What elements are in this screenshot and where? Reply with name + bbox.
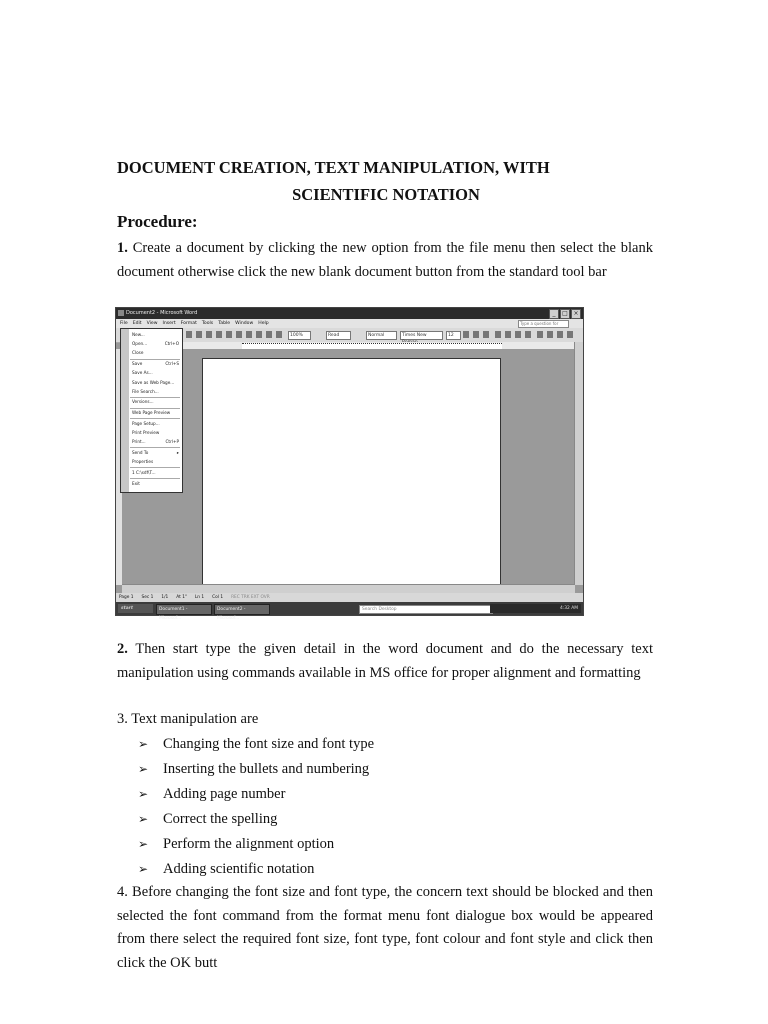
start-button: start (118, 604, 153, 613)
bold-icon (463, 331, 469, 338)
horizontal-scrollbar (122, 584, 575, 593)
file-menu-item: Close (132, 350, 144, 356)
file-menu-item: Save As... (132, 370, 153, 376)
menu-window: Window (235, 321, 254, 326)
list-item: ➢ Adding page number (138, 782, 374, 807)
window-title: Document2 - Microsoft Word (126, 310, 198, 316)
file-menu-item: Print... Ctrl+P (132, 439, 179, 445)
size-box: 12 (446, 331, 461, 340)
status-item: Col 1 (212, 595, 224, 600)
menu-format: Format (180, 321, 197, 326)
menu-help: Help (258, 321, 269, 326)
heading-line-2: SCIENTIFIC NOTATION (292, 185, 480, 204)
minimize-icon: _ (549, 309, 559, 319)
style-box: Normal (366, 331, 397, 340)
undo-icon (276, 331, 282, 338)
file-menu-item: Save Ctrl+S (132, 361, 179, 367)
save-icon (206, 331, 212, 338)
step-1-number: 1. (117, 240, 128, 256)
arrow-bullet-icon: ➢ (138, 737, 149, 751)
close-icon: × (571, 309, 581, 319)
font-color-icon (567, 331, 573, 338)
font-box: Times New (400, 331, 443, 340)
window-controls (549, 309, 581, 319)
highlight-icon (557, 331, 563, 338)
desktop-search: Search Desktop (359, 605, 493, 614)
step-1-text: Create a document by clicking the new option from the file menu then select the blank document otherwise click the new blank document button from the standard tool bar (117, 240, 653, 280)
file-menu-item: Print Preview (132, 430, 160, 435)
menu-edit: Edit (132, 321, 142, 326)
file-menu-item: Exit (132, 480, 140, 486)
status-item: 1/1 (161, 595, 169, 600)
arrow-bullet-icon: ➢ (138, 787, 149, 801)
print-icon (216, 331, 222, 338)
align-center-icon (505, 331, 511, 338)
status-bar (116, 593, 583, 602)
blank-document-page (202, 358, 501, 590)
step-1-paragraph (117, 237, 653, 284)
underline-icon (483, 331, 489, 338)
system-tray-clock: 4:32 AM (490, 604, 581, 613)
step-3-intro: 3. Text manipulation are (117, 711, 259, 727)
arrow-bullet-icon: ➢ (138, 812, 149, 826)
justify-icon (525, 331, 531, 338)
taskbar (116, 602, 583, 621)
menu-table: Table (218, 321, 231, 326)
read-button: Read (326, 331, 351, 340)
step-4-paragraph: 4. Before changing the font size and font type, the concern text should be blocked and then selected the font command from the format menu font dialogue box would be appeared from there select the required font size, font type, font colour and font style and click then click the OK butt (117, 884, 653, 971)
arrow-bullet-icon: ➢ (138, 837, 149, 851)
open-icon (196, 331, 202, 338)
numbering-icon (537, 331, 543, 338)
paste-icon (266, 331, 272, 338)
list-item: ➢ Changing the font size and font type (138, 732, 374, 757)
status-item: Page 1 (119, 595, 134, 600)
status-item: Ln 1 (194, 595, 205, 600)
menu-insert: Insert (162, 321, 176, 326)
step-2-number: 2. (117, 641, 128, 657)
status-modes: REC TRK EXT OVR (231, 595, 270, 600)
bullets-icon (547, 331, 553, 338)
heading-line-1: DOCUMENT CREATION, TEXT MANIPULATION, WITH (117, 158, 550, 177)
italic-icon (473, 331, 479, 338)
file-menu-item: 1 C:\sdf\T... (132, 469, 156, 475)
file-menu-item: File Search... (132, 388, 159, 394)
arrow-bullet-icon: ➢ (138, 862, 149, 876)
procedure-heading: Procedure: (117, 212, 198, 231)
help-search-box: Type a question for (518, 320, 569, 328)
file-menu-item: New... (132, 332, 145, 337)
word-app-icon (118, 310, 124, 316)
cut-icon (246, 331, 252, 338)
zoom-box: 100% (288, 331, 311, 340)
file-menu-item: Page Setup... (132, 420, 160, 426)
vertical-scrollbar (574, 342, 583, 585)
status-item: At 1" (176, 595, 187, 600)
file-menu-item: Open... Ctrl+O (132, 341, 179, 347)
menu-file: File (120, 321, 128, 326)
file-menu-item: Versions... (132, 399, 154, 405)
menu-tools: Tools (201, 321, 214, 326)
manipulation-list (138, 732, 374, 882)
task-document2: Document2 - Microsof... (214, 604, 270, 615)
preview-icon (226, 331, 232, 338)
list-item: ➢ Inserting the bullets and numbering (138, 757, 374, 782)
list-item: ➢ Correct the spelling (138, 807, 374, 832)
step-2-paragraph (117, 638, 653, 685)
align-left-icon (495, 331, 501, 338)
horizontal-ruler (122, 342, 577, 350)
arrow-bullet-icon: ➢ (138, 762, 149, 776)
menu-bar (116, 319, 583, 328)
file-menu-item: Properties (132, 459, 154, 465)
file-menu-dropdown (120, 328, 183, 493)
word-screenshot (115, 307, 584, 621)
maximize-icon: □ (560, 309, 570, 319)
align-right-icon (515, 331, 521, 338)
standard-toolbar (116, 328, 583, 343)
file-menu-item: Save as Web Page... (132, 379, 175, 385)
new-icon (186, 331, 192, 338)
file-menu-item: Send To ▸ (132, 449, 179, 455)
status-item: Sec 1 (141, 595, 154, 600)
step-2-text: Then start type the given detail in the word document and do the necessary text manipulation using commands available in MS office for proper alignment and formatting (117, 641, 653, 681)
window-titlebar (116, 308, 583, 319)
task-document1: Document1 - Microsof... (156, 604, 212, 615)
menu-view: View (146, 321, 158, 326)
list-item: ➢ Perform the alignment option (138, 832, 374, 857)
copy-icon (256, 331, 262, 338)
file-menu-item: Web Page Preview (132, 410, 171, 416)
list-item: ➢ Adding scientific notation (138, 857, 374, 882)
spelling-icon (236, 331, 242, 338)
